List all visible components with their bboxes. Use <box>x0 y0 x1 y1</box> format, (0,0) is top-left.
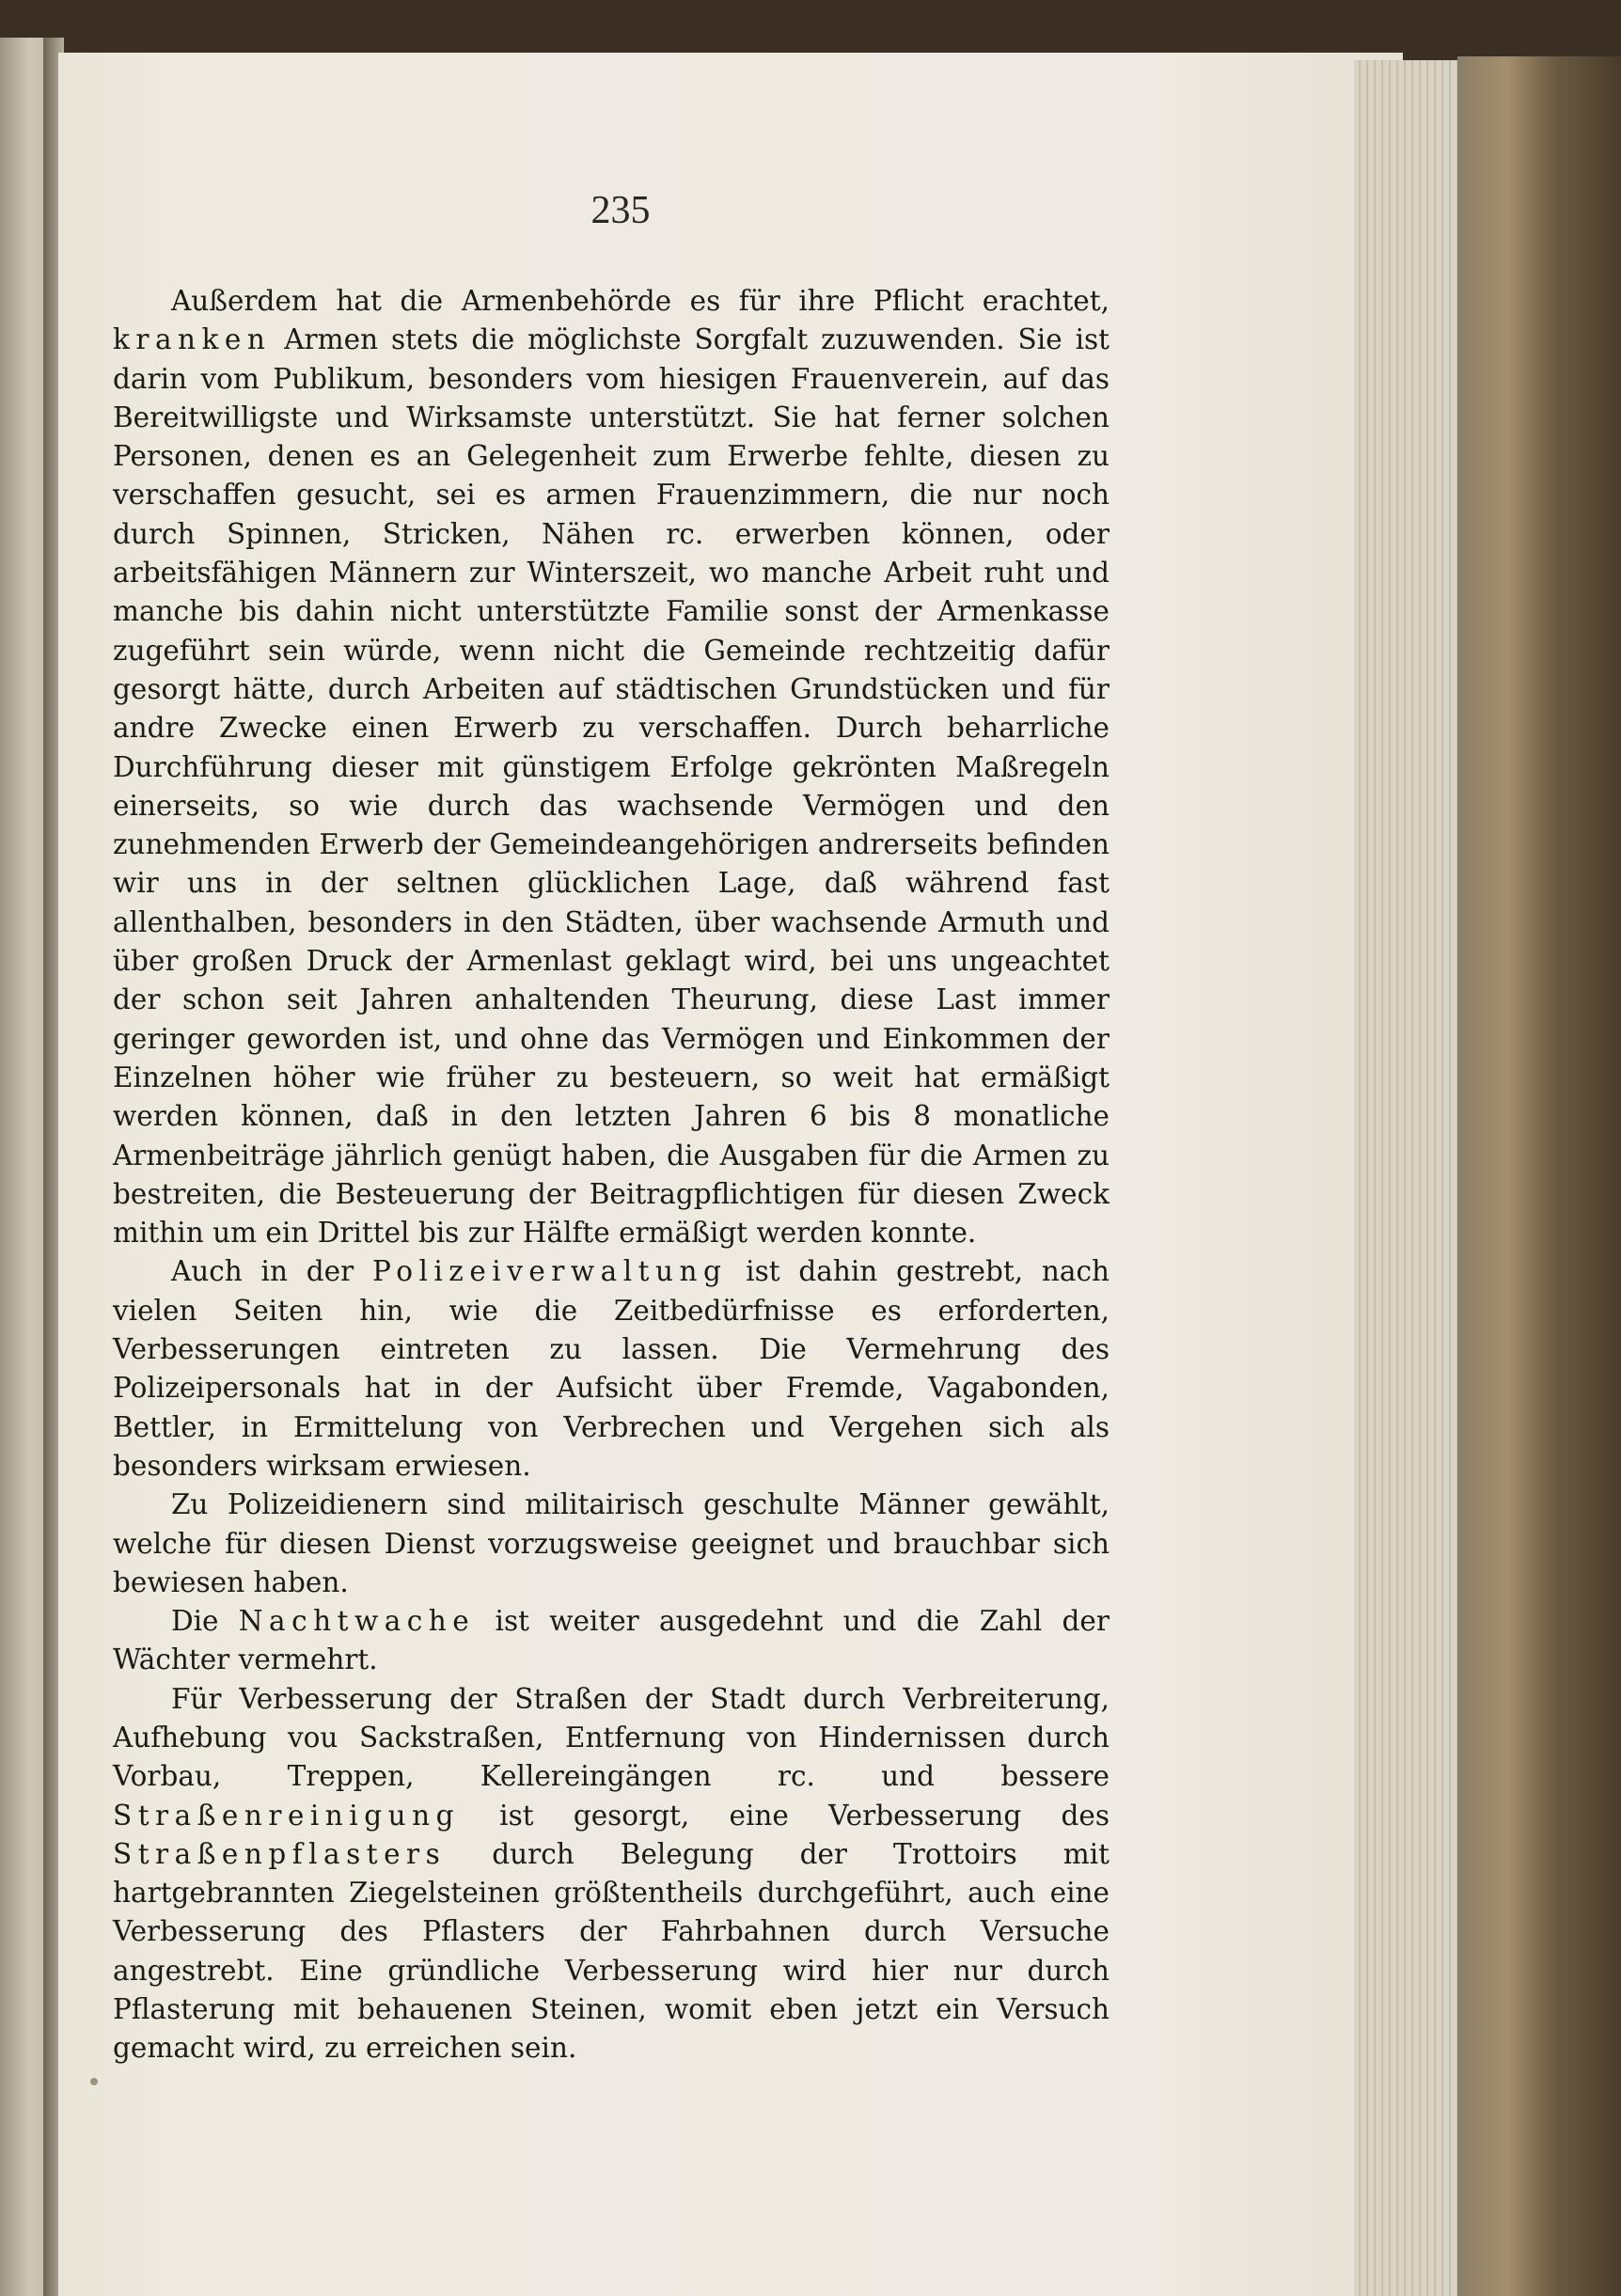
page-edges <box>1354 60 1457 2296</box>
text-run: ist gesorgt, eine Verbesserung des <box>459 1799 1110 1832</box>
page-number: 235 <box>590 189 651 232</box>
text-run: Auch in der <box>170 1255 373 1288</box>
text-run: Für Verbesserung der Straßen der Stadt durch Verbreiterung, Aufhebung vou Sackstraßen, Entfernung von Hindernissen durch Vorbau, Treppen, Kellereingängen rc. und bessere <box>113 1682 1110 1793</box>
paragraph-street-improvement <box>113 1680 1110 2068</box>
text-run: durch Belegung der Trottoirs mit hartgebrannten Ziegelsteinen größtentheils durchgeführt, auch eine Verbesserung des Pflasters der Fahrbahnen durch Versuche angestrebt. Eine gründliche Verbesserung wird hier nur durch Pflasterung mit behauenen Steinen, womit eben jetzt ein Versuch gemacht wird, zu erreichen sein. <box>113 1837 1110 2065</box>
paragraph-police-servants <box>113 1486 1110 1602</box>
paragraph-police-administration <box>113 1252 1110 1486</box>
emphasized-term: Polizeiverwaltung <box>372 1255 728 1288</box>
emphasized-term: kranken <box>113 323 272 356</box>
ink-spot <box>90 2078 98 2085</box>
body-text <box>113 282 1110 2068</box>
text-run: Die <box>170 1605 239 1638</box>
text-run: Armen stets die möglichste Sorgfalt zuzuwenden. Sie ist darin vom Publikum, besonders vom hiesigen Frauenverein, auf das Bereitwilligste und Wirksamste unterstützt. Sie hat ferner solchen Personen, denen es an Gelegenheit zum Erwerbe fehlte, diesen zu verschaffen gesucht, sei es armen Frauenzimmern, die nur noch durch Spinnen, Stricken, Nähen rc. erwerben können, oder arbeitsfähigen Männern zur Winterszeit, wo manche Arbeit ruht und manche bis dahin nicht unterstützte Familie sonst der Armenkasse zugeführt sein würde, wenn nicht die Gemeinde rechtzeitig dafür gesorgt hätte, durch Arbeiten auf städtischen Grundstücken und für andre Zwecke einen Erwerb zu verschaffen. Durch beharrliche Durchführung dieser mit günstigem Erfolge gekrönten Maßregeln einerseits, so wie durch das wachsende Vermögen und den zunehmenden Erwerb der Gemeindeangehörigen andrerseits befinden wir uns in der seltnen glücklichen Lage, daß während fast allenthalben, besonders in den Städten, über wachsende Armuth und über großen Druck der Armenlast geklagt wird, bei uns ungeachtet der schon seit Jahren anhaltenden Theurung, diese Last immer geringer geworden ist, und ohne das Vermögen und Einkommen der Einzelnen höher wie früher zu besteuern, so weit hat ermäßigt werden können, daß in den letzten Jahren 6 bis 8 monatliche Armenbeiträge jährlich genügt haben, die Ausgaben für die Armen zu bestreiten, die Besteuerung der Beitragpflichtigen für diesen Zweck mithin um ein Drittel bis zur Hälfte ermäßigt werden konnte. <box>113 323 1110 1250</box>
paragraph-night-watch <box>113 1602 1110 1680</box>
text-run: Zu Polizeidienern sind militairisch geschulte Männer gewählt, welche für diesen Dienst vorzugsweise geeignet und brauchbar sich bewiesen haben. <box>113 1488 1110 1598</box>
emphasized-term: Straßenreinigung <box>113 1799 460 1832</box>
text-run: ist weiter ausgedehnt und die Zahl der Wächter vermehrt. <box>113 1605 1110 1676</box>
paragraph-poor-relief <box>113 282 1110 1252</box>
emphasized-term: Straßenpflasters <box>113 1837 447 1870</box>
emphasized-term: Nachtwache <box>238 1605 476 1638</box>
book-cover-edge <box>1457 56 1621 2296</box>
text-run: ist dahin gestrebt, nach vielen Seiten hin, wie die Zeitbedürfnisse es erforderten, Verbesserungen eintreten zu lassen. Die Vermehrung des Polizeipersonals hat in der Aufsicht über Fremde, Vagabonden, Bettler, in Ermittelung von Verbrechen und Vergehen sich als besonders wirksam erwiesen. <box>113 1255 1110 1482</box>
text-run: Außerdem hat die Armenbehörde es für ihre Pflicht erachtet, <box>170 285 1110 317</box>
